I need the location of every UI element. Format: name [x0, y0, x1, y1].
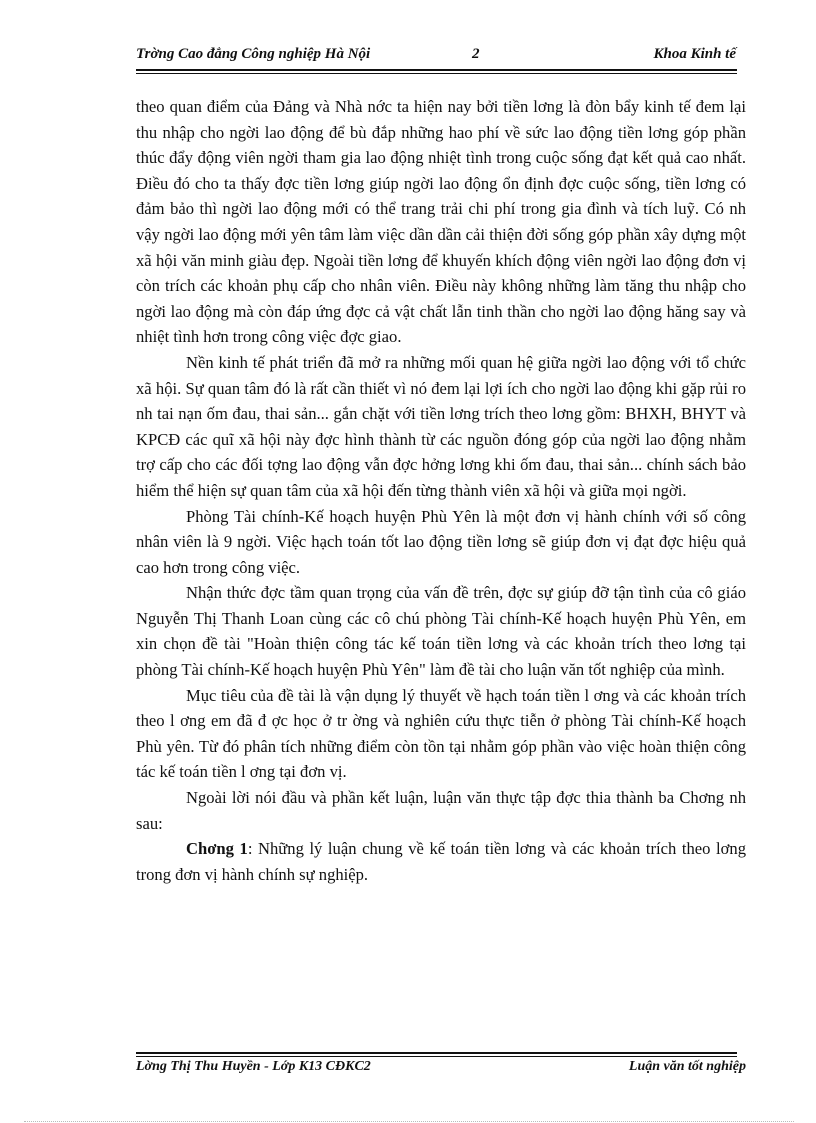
- paragraph-1: theo quan điểm của Đảng và Nhà nớc ta hiện nay bởi tiền lơng là đòn bẩy kinh tế đem lại thu nhập cho ngời lao động để bù đắp những hao phí về sức lao động tiền lơng góp phần thúc đẩy động viên ngời tham gia lao động nhiệt tình trong cuộc sống đạt kết quả cao nhất. Điều đó cho ta thấy đợc tiền lơng giúp ngời lao động ổn định đợc cuộc sống, tiền lơng có đảm bảo thì ngời lao động mới có thể trang trải chi phí trong gia đình và tích luỹ. Có nh vậy ngời lao động mới yên tâm làm việc dần dần cải thiện đời sống góp phần xây dựng một xã hội văn minh giàu đẹp. Ngoài tiền lơng để khuyến khích động viên ngời lao động đơn vị còn trích các khoản phụ cấp cho nhân viên. Điều này không những làm tăng thu nhập cho ngời lao động mà còn đáp ứng đợc cả vật chất lẫn tinh thần cho ngời lao động hăng say và nhiệt tình hơn trong công việc đợc giao.: [136, 97, 746, 347]
- paragraph-6: Ngoài lời nói đầu và phần kết luận, luận văn thực tập đợc thia thành ba Chơng nh sau:: [136, 788, 746, 833]
- footer-rule-thick: [136, 1052, 737, 1054]
- chapter-1-item: [136, 836, 746, 887]
- paragraph-3: Phòng Tài chính-Kế hoạch huyện Phù Yên là một đơn vị hành chính với số công nhân viên là 9 ngời. Việc hạch toán tốt lao động tiền lơng sẽ giúp đơn vị đạt đợc hiệu quả cao hơn trong công việc.: [136, 506, 746, 577]
- header-department: Khoa Kinh tế: [653, 46, 736, 62]
- header-rule-thin: [136, 73, 737, 74]
- chapter-1-label: Chơng 1: [186, 839, 248, 859]
- header-school-name: Trờng Cao đẳng Công nghiệp Hà Nội: [136, 46, 371, 62]
- paragraph-5: Mục tiêu của đề tài là vận dụng lý thuyết về hạch toán tiền l ơng và các khoản trích theo l ơng em đã đ ợc học ở tr ờng và nghiên cứu thực tiễn ở phòng Tài chính-Kế hoạch Phù yên. Từ đó phân tích những điểm còn tồn tại nhằm góp phần vào việc hoàn thiện công tác kế toán tiền l ơng tại đơn vị.: [136, 685, 746, 782]
- header-rule-thick: [136, 69, 737, 71]
- paragraph-4: Nhận thức đợc tầm quan trọng của vấn đề trên, đợc sự giúp đỡ tận tình của cô giáo Nguyễn Thị Thanh Loan cùng các cô chú phòng Tài chính-Kế hoạch huyện Phù Yên, em xin chọn đề tài "Hoàn thiện công tác kế toán tiền lơng và các khoản trích theo lơng tại phòng Tài chính-Kế hoạch huyện Phù Yên" làm đề tài cho luận văn tốt nghiệp của mình.: [136, 583, 746, 680]
- footer-author: Lờng Thị Thu Huyền - Lớp K13 CĐKC2: [136, 1059, 371, 1074]
- body-text: [136, 94, 746, 887]
- page-header: [136, 46, 736, 66]
- footer-doc-type: Luận văn tốt nghiệp: [628, 1059, 746, 1074]
- chapter-1-text: : Những lý luận chung về kế toán tiền lơng và các khoản trích theo lơng trong đơn vị hành chính sự nghiệp.: [136, 839, 746, 884]
- page-bottom-edge: [24, 1121, 794, 1122]
- page-footer: [136, 1059, 746, 1079]
- footer-rule-thin: [136, 1056, 737, 1057]
- header-page-number: 2: [472, 46, 480, 62]
- paragraph-2: Nền kinh tế phát triển đã mở ra những mối quan hệ giữa ngời lao động với tổ chức xã hội. Sự quan tâm đó là rất cần thiết vì nó đem lại lợi ích cho ngời lao động khi gặp rủi ro nh tai nạn ốm đau, thai sản... gắn chặt với tiền lơng trích theo lơng gồm: BHXH, BHYT và KPCĐ các quĩ xã hội này đợc hình thành từ các nguồn đóng góp của ngời lao động nhằm trợ cấp cho các đối tợng lao động vẫn đợc hởng lơng khi ốm đau, thai sản... chính sách bảo hiểm thể hiện sự quan tâm của xã hội đến từng thành viên xã hội và giữa mọi ngời.: [136, 352, 746, 500]
